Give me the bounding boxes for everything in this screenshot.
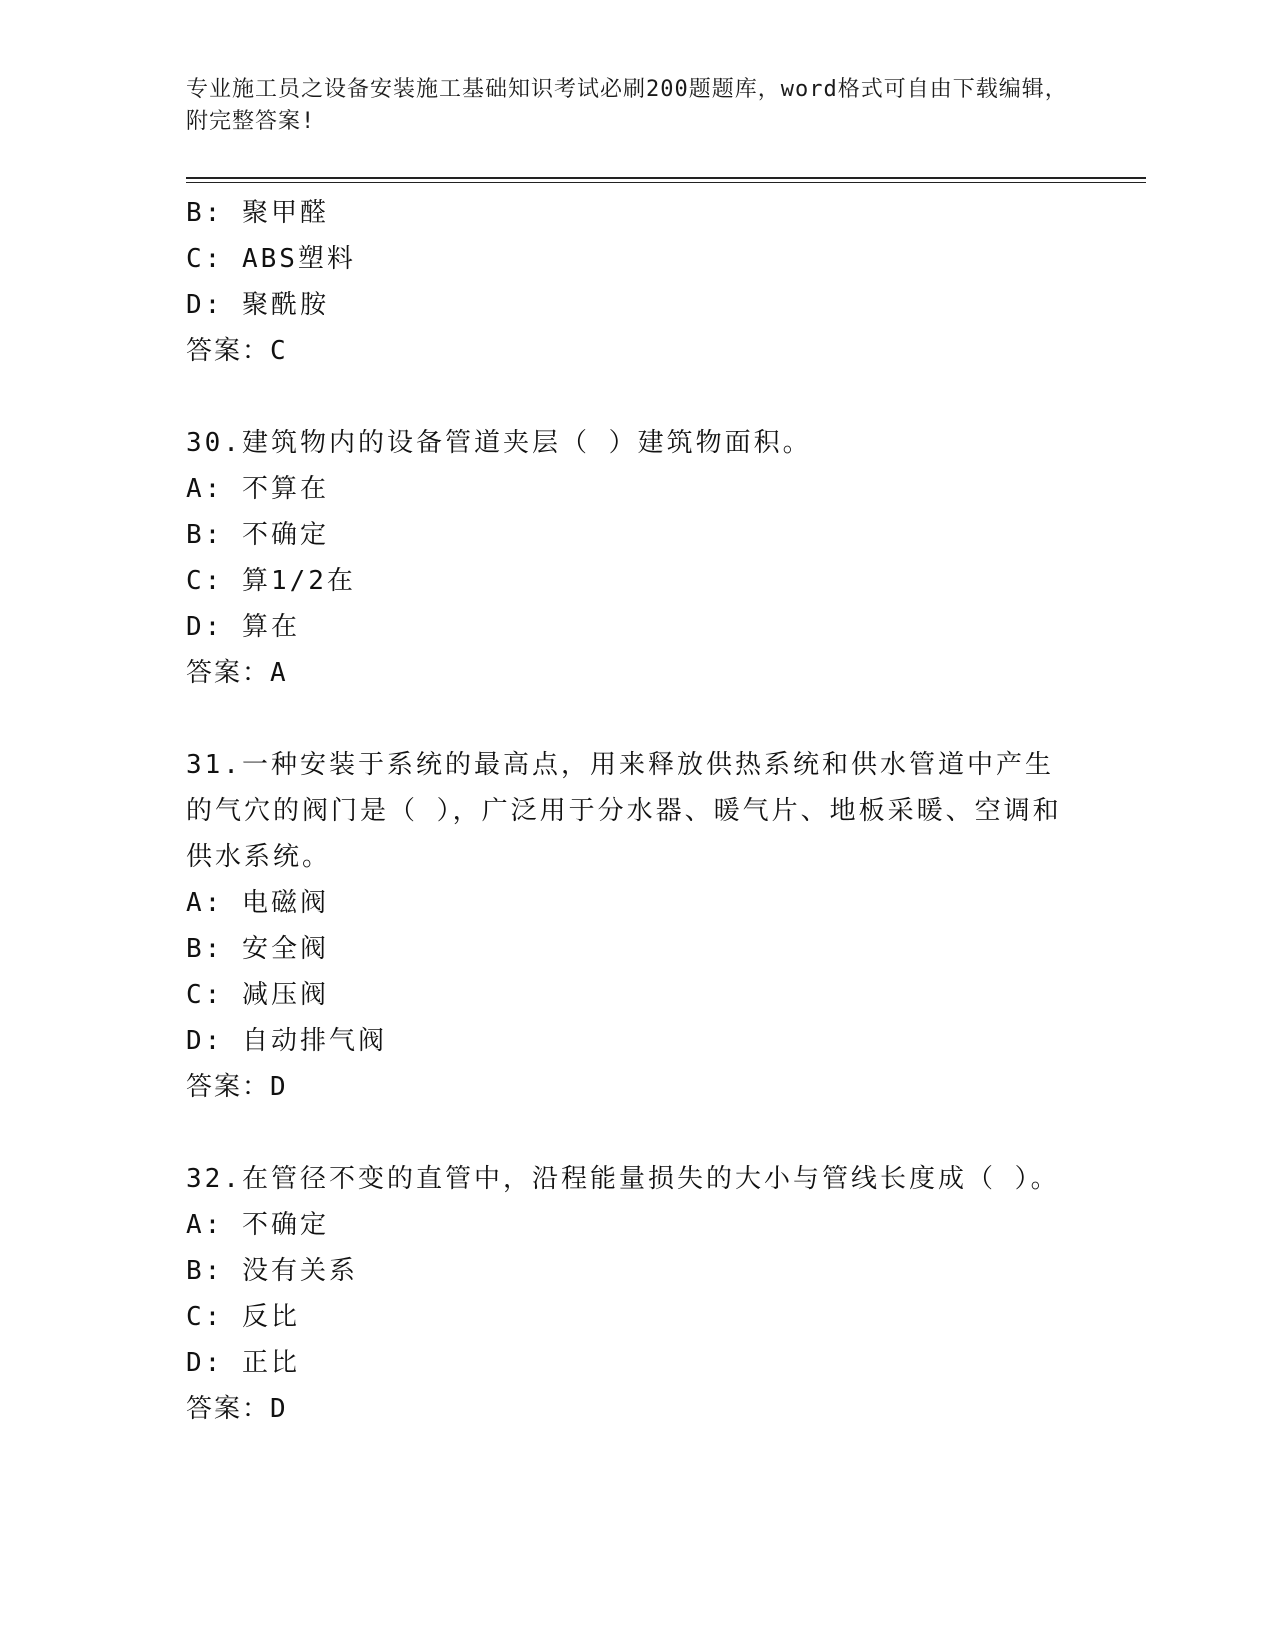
option-d: D: 聚酰胺 — [186, 290, 329, 320]
option-b: B: 没有关系 — [186, 1256, 358, 1286]
answer-label: 答案： — [186, 1072, 271, 1102]
header-divider-thick — [186, 177, 1146, 179]
option-b: B: 安全阀 — [186, 934, 329, 964]
answer-value: C — [270, 336, 288, 366]
spacer — [186, 696, 1086, 742]
question-30 — [186, 420, 1086, 696]
spacer — [186, 1110, 1086, 1156]
option-d: D: 正比 — [186, 1348, 300, 1378]
header-divider-thin — [186, 182, 1146, 183]
answer-label: 答案： — [186, 658, 271, 688]
answer-value: A — [270, 658, 288, 688]
answer-value: D — [270, 1394, 288, 1424]
question-carryover — [186, 190, 1086, 374]
question-stem: 32.在管径不变的直管中，沿程能量损失的大小与管线长度成（ ）。 — [186, 1164, 1060, 1194]
answer-label: 答案： — [186, 1394, 271, 1424]
option-b: B: 聚甲醛 — [186, 198, 329, 228]
question-stem: 31.一种安装于系统的最高点，用来释放供热系统和供水管道中产生的气穴的阀门是（ ），广泛用于分水器、暖气片、地板采暖、空调和供水系统。 — [186, 750, 1062, 872]
option-d: D: 自动排气阀 — [186, 1026, 387, 1056]
answer-line — [186, 650, 1086, 696]
answer-line — [186, 328, 1086, 374]
option-d: D: 算在 — [186, 612, 300, 642]
answer-line — [186, 1064, 1086, 1110]
option-b: B: 不确定 — [186, 520, 329, 550]
answer-label: 答案： — [186, 336, 271, 366]
answer-value: D — [270, 1072, 288, 1102]
option-c: C: 减压阀 — [186, 980, 329, 1010]
document-header: 专业施工员之设备安装施工基础知识考试必刷200题题库，word格式可自由下载编辑，附完整答案! — [186, 77, 1068, 134]
question-list — [186, 190, 1086, 1432]
question-32 — [186, 1156, 1086, 1432]
option-c: C: 反比 — [186, 1302, 300, 1332]
option-a: A: 不确定 — [186, 1210, 329, 1240]
option-a: A: 不算在 — [186, 474, 329, 504]
option-c: C: ABS塑料 — [186, 244, 356, 274]
option-a: A: 电磁阀 — [186, 888, 329, 918]
question-stem: 30.建筑物内的设备管道夹层（ ）建筑物面积。 — [186, 428, 812, 458]
question-31 — [186, 742, 1086, 1110]
option-c: C: 算1/2在 — [186, 566, 356, 596]
spacer — [186, 374, 1086, 420]
answer-line — [186, 1386, 1086, 1432]
